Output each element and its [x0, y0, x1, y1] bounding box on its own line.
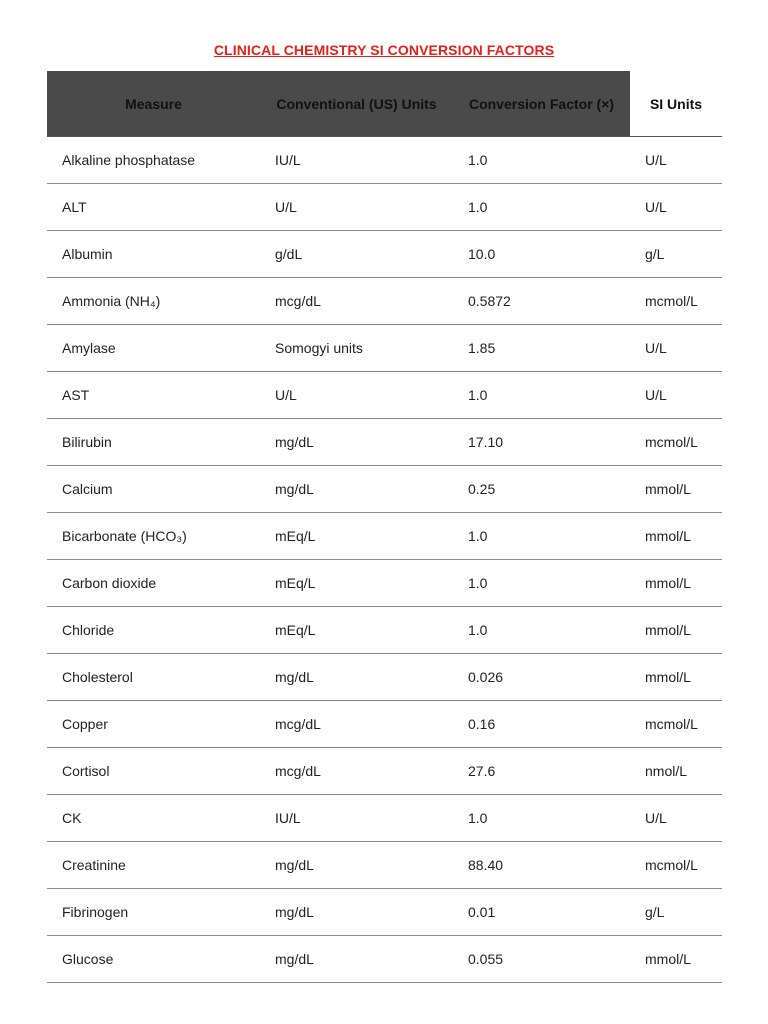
table-row: [47, 795, 722, 842]
cell-si-units: mcmol/L: [630, 701, 722, 748]
cell-measure: Amylase: [47, 325, 260, 372]
cell-conventional-units: mEq/L: [260, 513, 453, 560]
cell-conversion-factor: 17.10: [453, 419, 630, 466]
cell-si-units: U/L: [630, 137, 722, 184]
cell-conventional-units: IU/L: [260, 137, 453, 184]
table-row: [47, 137, 722, 184]
cell-conversion-factor: 1.0: [453, 560, 630, 607]
table-header-row: [47, 71, 722, 137]
cell-conventional-units: mg/dL: [260, 466, 453, 513]
cell-measure: Bicarbonate (HCO₃): [47, 513, 260, 560]
cell-conversion-factor: 0.01: [453, 889, 630, 936]
cell-conversion-factor: 0.5872: [453, 278, 630, 325]
cell-conversion-factor: 1.0: [453, 795, 630, 842]
cell-si-units: g/L: [630, 889, 722, 936]
cell-conversion-factor: 0.055: [453, 936, 630, 983]
cell-conventional-units: mg/dL: [260, 889, 453, 936]
table-row: [47, 889, 722, 936]
cell-si-units: mmol/L: [630, 607, 722, 654]
table-row: [47, 325, 722, 372]
header-measure: Measure: [47, 71, 260, 137]
cell-conventional-units: U/L: [260, 372, 453, 419]
cell-conventional-units: mg/dL: [260, 654, 453, 701]
cell-si-units: U/L: [630, 795, 722, 842]
table-row: [47, 419, 722, 466]
cell-conventional-units: mg/dL: [260, 936, 453, 983]
cell-si-units: mmol/L: [630, 513, 722, 560]
cell-conventional-units: mEq/L: [260, 560, 453, 607]
table-row: [47, 701, 722, 748]
cell-measure: Ammonia (NH₄): [47, 278, 260, 325]
cell-measure: Bilirubin: [47, 419, 260, 466]
cell-measure: Glucose: [47, 936, 260, 983]
cell-conventional-units: mg/dL: [260, 842, 453, 889]
cell-conventional-units: mcg/dL: [260, 748, 453, 795]
cell-conversion-factor: 1.0: [453, 184, 630, 231]
cell-conversion-factor: 0.026: [453, 654, 630, 701]
table-row: [47, 278, 722, 325]
table-row: [47, 466, 722, 513]
cell-conversion-factor: 1.0: [453, 372, 630, 419]
cell-conventional-units: U/L: [260, 184, 453, 231]
cell-conversion-factor: 88.40: [453, 842, 630, 889]
cell-conversion-factor: 27.6: [453, 748, 630, 795]
cell-measure: Copper: [47, 701, 260, 748]
table-row: [47, 372, 722, 419]
table-row: [47, 513, 722, 560]
cell-measure: CK: [47, 795, 260, 842]
table-row: [47, 607, 722, 654]
header-si-units: SI Units: [630, 71, 722, 137]
cell-measure: Carbon dioxide: [47, 560, 260, 607]
table-row: [47, 560, 722, 607]
cell-si-units: g/L: [630, 231, 722, 278]
cell-measure: Alkaline phosphatase: [47, 137, 260, 184]
table-row: [47, 936, 722, 983]
cell-measure: Cholesterol: [47, 654, 260, 701]
header-conversion-factor: Conversion Factor (×): [453, 71, 630, 137]
cell-measure: Creatinine: [47, 842, 260, 889]
header-conventional-units: Conventional (US) Units: [260, 71, 453, 137]
cell-conversion-factor: 0.16: [453, 701, 630, 748]
cell-si-units: mcmol/L: [630, 278, 722, 325]
cell-si-units: mcmol/L: [630, 842, 722, 889]
cell-si-units: nmol/L: [630, 748, 722, 795]
cell-si-units: mmol/L: [630, 936, 722, 983]
table-row: [47, 748, 722, 795]
cell-measure: Cortisol: [47, 748, 260, 795]
cell-conversion-factor: 10.0: [453, 231, 630, 278]
cell-conventional-units: Somogyi units: [260, 325, 453, 372]
cell-measure: AST: [47, 372, 260, 419]
cell-si-units: U/L: [630, 184, 722, 231]
cell-measure: Calcium: [47, 466, 260, 513]
cell-conversion-factor: 1.85: [453, 325, 630, 372]
conversion-table: [47, 71, 722, 983]
document-title: CLINICAL CHEMISTRY SI CONVERSION FACTORS: [213, 42, 555, 58]
table-body: [47, 137, 722, 983]
cell-si-units: mmol/L: [630, 654, 722, 701]
cell-conversion-factor: 1.0: [453, 137, 630, 184]
table-row: [47, 842, 722, 889]
cell-conversion-factor: 1.0: [453, 607, 630, 654]
cell-si-units: mmol/L: [630, 466, 722, 513]
cell-si-units: U/L: [630, 325, 722, 372]
cell-conventional-units: mcg/dL: [260, 278, 453, 325]
cell-conventional-units: g/dL: [260, 231, 453, 278]
cell-conventional-units: mEq/L: [260, 607, 453, 654]
cell-conventional-units: mcg/dL: [260, 701, 453, 748]
cell-conversion-factor: 0.25: [453, 466, 630, 513]
cell-measure: Fibrinogen: [47, 889, 260, 936]
cell-si-units: mmol/L: [630, 560, 722, 607]
cell-conventional-units: IU/L: [260, 795, 453, 842]
table-row: [47, 184, 722, 231]
cell-measure: Chloride: [47, 607, 260, 654]
cell-measure: ALT: [47, 184, 260, 231]
table-row: [47, 654, 722, 701]
cell-measure: Albumin: [47, 231, 260, 278]
cell-conversion-factor: 1.0: [453, 513, 630, 560]
cell-conventional-units: mg/dL: [260, 419, 453, 466]
cell-si-units: U/L: [630, 372, 722, 419]
table-row: [47, 231, 722, 278]
cell-si-units: mcmol/L: [630, 419, 722, 466]
